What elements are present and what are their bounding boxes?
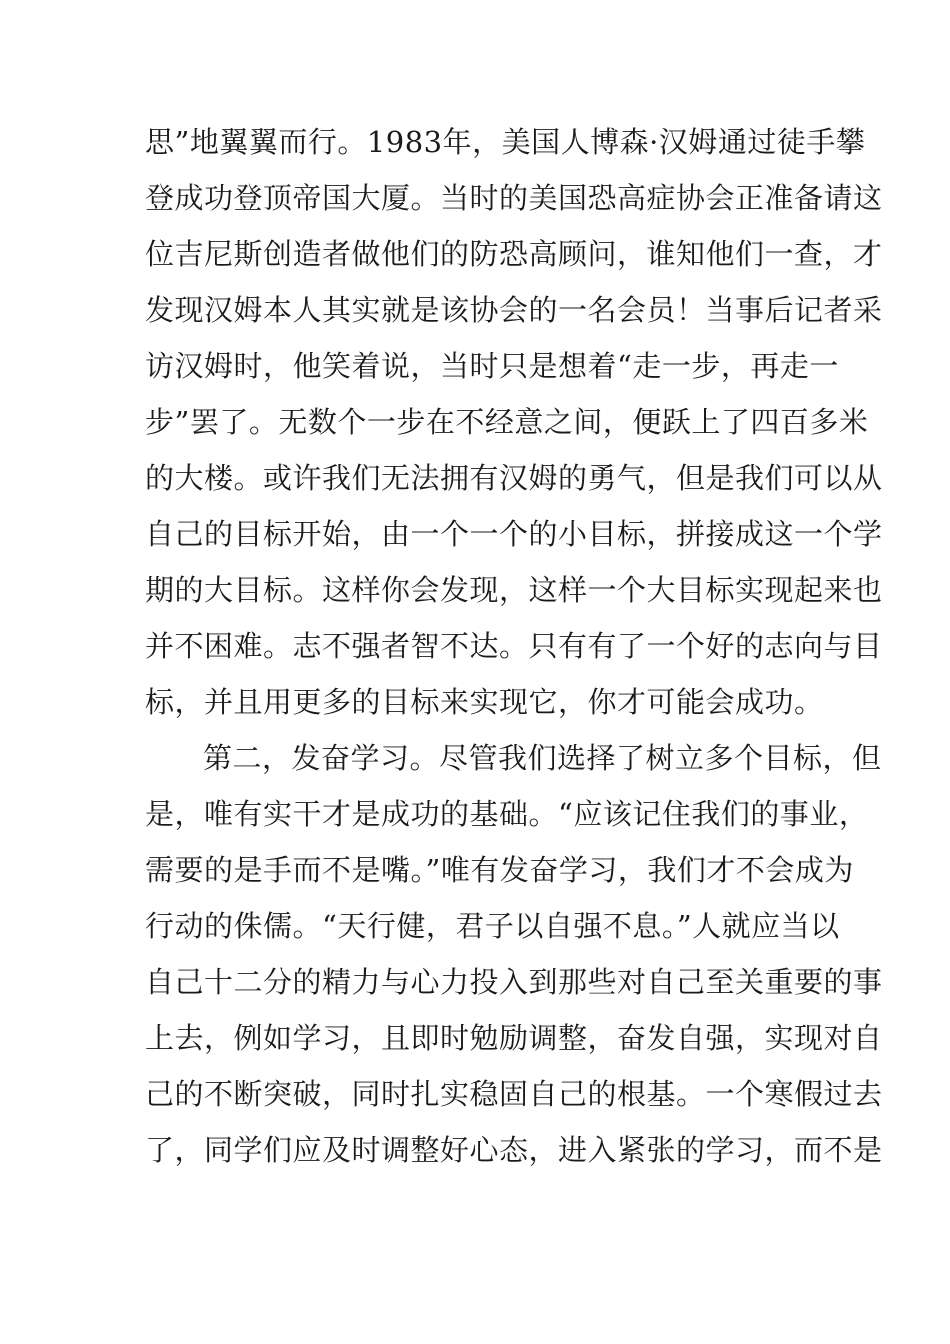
text-line: 思”地翼翼而行。1983年，美国人博森·汉姆通过徒手攀 — [145, 125, 866, 159]
text-line: 的大楼。或许我们无法拥有汉姆的勇气，但是我们可以从 — [145, 461, 883, 495]
text-line: 上去，例如学习，且即时勉励调整，奋发自强，实现对自 — [145, 1021, 883, 1055]
text-line: 己的不断突破，同时扎实稳固自己的根基。一个寒假过去 — [145, 1077, 883, 1111]
paragraph-first-line: 第二，发奋学习。尽管我们选择了树立多个目标，但 — [203, 741, 882, 775]
body-text — [145, 114, 883, 1178]
text-line: 期的大目标。这样你会发现，这样一个大目标实现起来也 — [145, 573, 883, 607]
text-line: 并不困难。志不强者智不达。只有有了一个好的志向与目 — [145, 629, 883, 663]
text-line: 访汉姆时，他笑着说，当时只是想着“走一步，再走一 — [145, 349, 839, 383]
text-line: 登成功登顶帝国大厦。当时的美国恐高症协会正准备请这 — [145, 181, 883, 215]
text-line: 是，唯有实干才是成功的基础。“应该记住我们的事业， — [145, 797, 869, 831]
text-line: 自己十二分的精力与心力投入到那些对自己至关重要的事 — [145, 965, 883, 999]
text-line: 发现汉姆本人其实就是该协会的一名会员！当事后记者采 — [145, 293, 883, 327]
text-line: 自己的目标开始，由一个一个的小目标，拼接成这一个学 — [145, 517, 883, 551]
text-line: 步”罢了。无数个一步在不经意之间，便跃上了四百多米 — [145, 405, 869, 439]
text-line: 标，并且用更多的目标来实现它，你才可能会成功。 — [145, 685, 824, 719]
text-line: 位吉尼斯创造者做他们的防恐高顾问，谁知他们一查，才 — [145, 237, 883, 271]
text-line: 行动的侏儒。“天行健，君子以自强不息。”人就应当以 — [145, 909, 840, 943]
text-line: 需要的是手而不是嘴。”唯有发奋学习，我们才不会成为 — [145, 853, 854, 887]
text-line: 了，同学们应及时调整好心态，进入紧张的学习，而不是 — [145, 1133, 883, 1167]
